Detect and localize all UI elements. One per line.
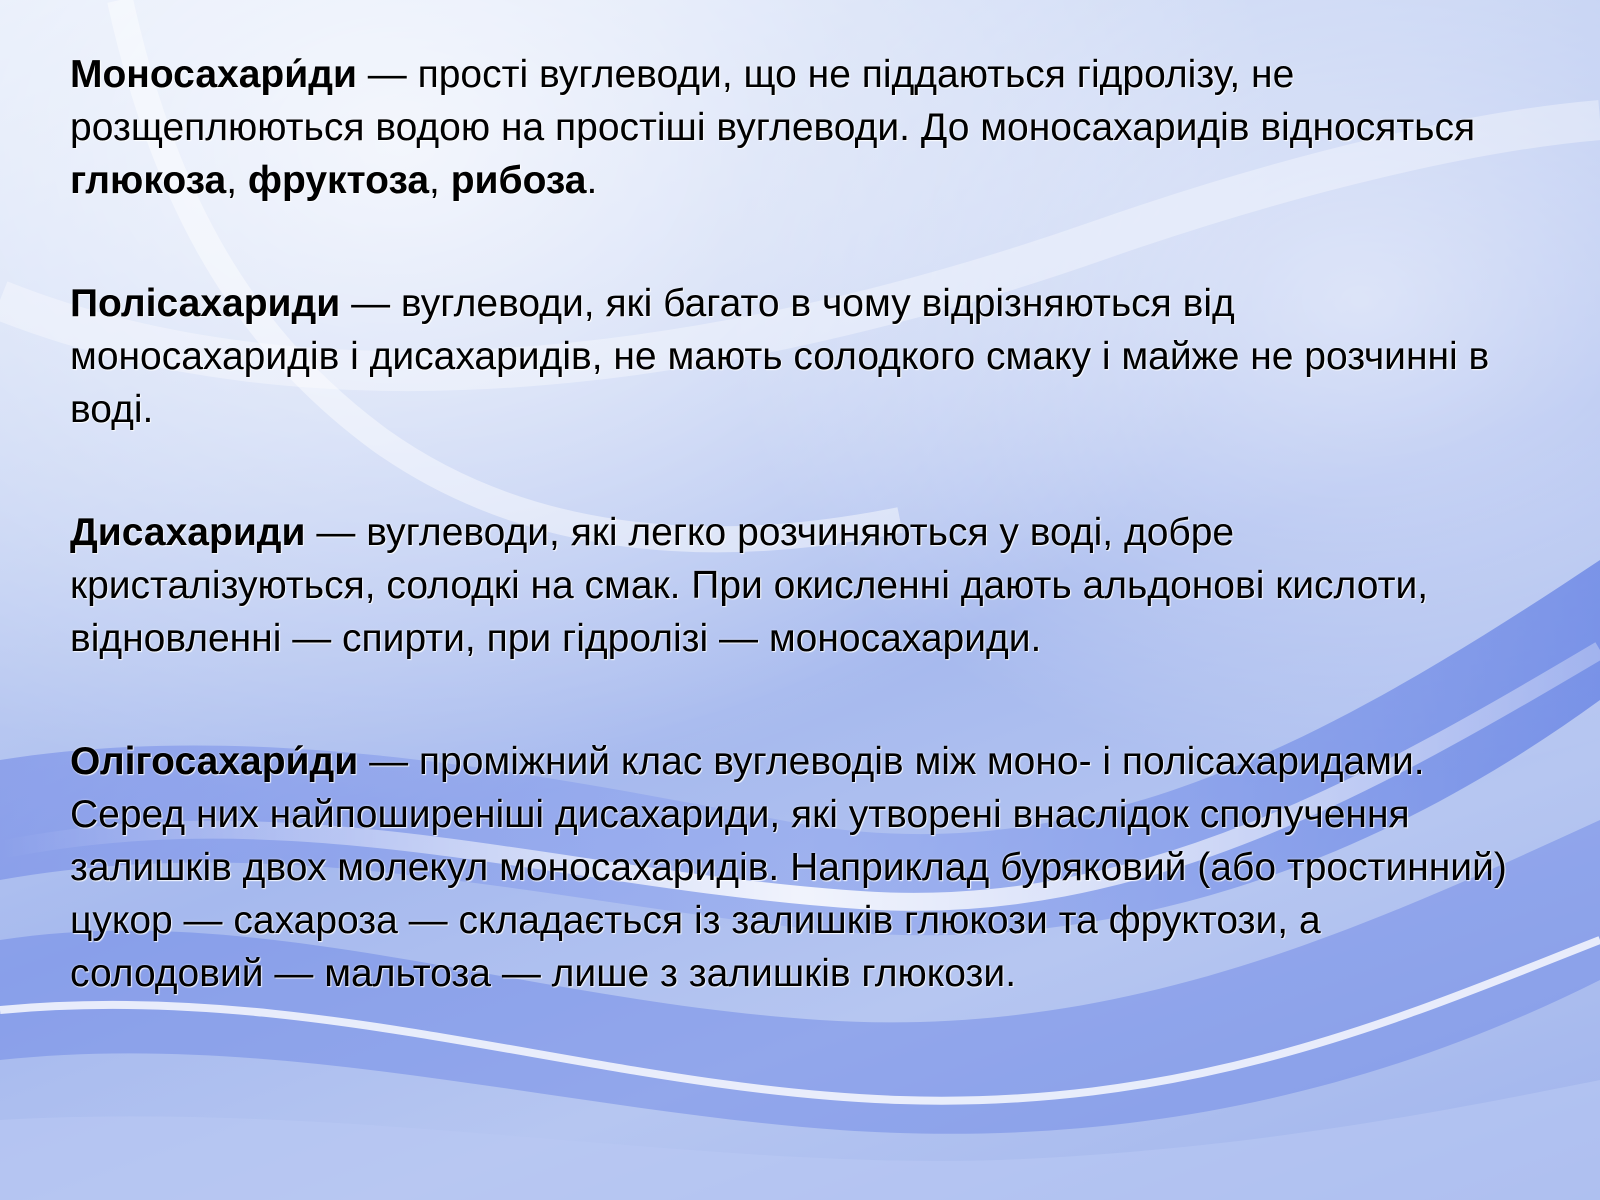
term-disaccharides: Дисахариди (70, 511, 306, 554)
term-polysaccharides: Полісахариди (70, 282, 341, 325)
term-oligosaccharides: Олігосахари́ди (70, 740, 359, 783)
text-segment: — вуглеводи, які багато в чому відрізняються від моносахаридів і дисахаридів, не мають солодкого смаку і майже не розчинні в воді. (70, 282, 1490, 431)
text-segment: — проміжний клас вуглеводів між моно- і полісахаридами. Серед них найпоширеніші дисахариди, які утворені внаслідок сполучення залишків двох молекул моносахаридів. Наприклад буряковий (або тростинний) цукор — сахароза — складається із залишків глюкози та фруктози, а солодовий — мальтоза — лише з залишків глюкози. (70, 740, 1507, 995)
text-segment: . (586, 159, 598, 202)
paragraph-polysaccharides (70, 277, 1510, 436)
text-segment: , (429, 159, 451, 202)
paragraph-monosaccharides (70, 48, 1510, 207)
text-segment: — прості вуглеводи, що не піддаються гідролізу, не розщеплюються водою на простіші вуглеводи. До моносахаридів відносяться (70, 53, 1476, 149)
term-ribose: рибоза (450, 159, 587, 202)
text-segment: , (226, 159, 248, 202)
paragraph-oligosaccharides (70, 735, 1510, 1000)
term-glucose: глюкоза (70, 159, 227, 202)
term-fructose: фруктоза (247, 159, 430, 202)
term-monosaccharides: Моносахари́ди (70, 53, 357, 96)
paragraph-disaccharides (70, 506, 1510, 665)
text-body (70, 48, 1510, 1000)
text-segment: — вуглеводи, які легко розчиняються у воді, добре кристалізуються, солодкі на смак. При окисленні дають альдонові кислоти, відновленні — спирти, при гідролізі — моносахариди. (70, 511, 1429, 660)
